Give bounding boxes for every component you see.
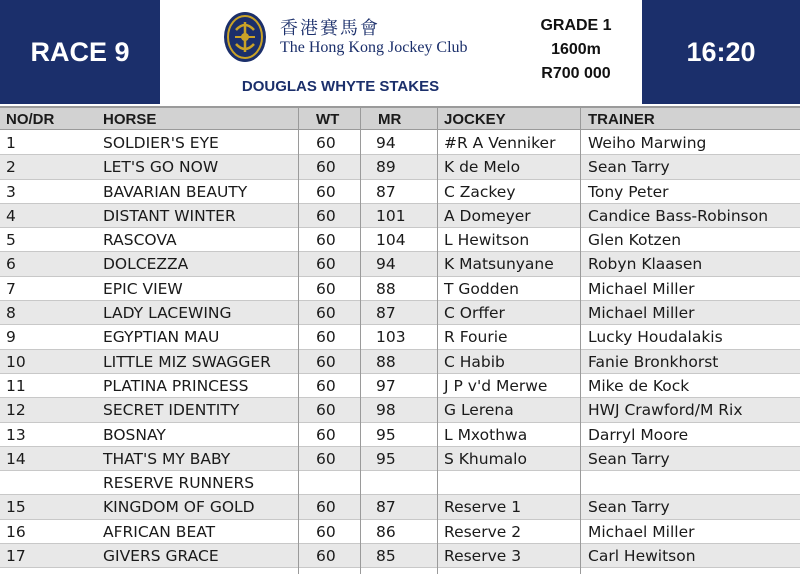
merit-rating: 87 bbox=[376, 498, 396, 517]
table-row bbox=[0, 423, 800, 447]
runner-number: 12 bbox=[6, 401, 26, 420]
table-row bbox=[0, 131, 800, 155]
trainer-name: Sean Tarry bbox=[588, 449, 670, 468]
runner-number: 5 bbox=[6, 231, 16, 250]
weight: 60 bbox=[316, 352, 336, 371]
horse-name: GIVERS GRACE bbox=[103, 547, 219, 566]
col-horse: HORSE bbox=[103, 111, 157, 128]
trainer-name: Sean Tarry bbox=[588, 158, 670, 177]
table-row bbox=[0, 301, 800, 325]
table-row bbox=[0, 252, 800, 276]
col-jockey: JOCKEY bbox=[444, 111, 506, 128]
table-row bbox=[0, 204, 800, 228]
jockey-name: C Zackey bbox=[444, 182, 516, 201]
horse-name: EGYPTIAN MAU bbox=[103, 328, 220, 347]
trainer-name: Glen Kotzen bbox=[588, 231, 682, 250]
jockey-name: L Mxothwa bbox=[444, 425, 528, 444]
merit-rating: 104 bbox=[376, 231, 406, 250]
merit-rating: 88 bbox=[376, 279, 396, 298]
jockey-name: K de Melo bbox=[444, 158, 521, 177]
merit-rating: 87 bbox=[376, 182, 396, 201]
horse-name: SECRET IDENTITY bbox=[103, 401, 240, 420]
table-row bbox=[0, 228, 800, 252]
trainer-name: Michael Miller bbox=[588, 522, 695, 541]
jockey-name: C Habib bbox=[444, 352, 505, 371]
race-title: DOUGLAS WHYTE STAKES bbox=[241, 78, 440, 95]
trainer-name: Darryl Moore bbox=[588, 425, 689, 444]
runner-number: 17 bbox=[6, 547, 26, 566]
horse-name: BAVARIAN BEAUTY bbox=[103, 182, 248, 201]
horse-name: EPIC VIEW bbox=[103, 279, 183, 298]
jockey-name: G Lerena bbox=[444, 401, 514, 420]
trainer-name: HWJ Crawford/M Rix bbox=[588, 401, 743, 420]
jockey-name: R Fourie bbox=[444, 328, 508, 347]
table-row bbox=[0, 447, 800, 471]
table-row bbox=[0, 155, 800, 179]
table-header bbox=[0, 106, 800, 130]
trainer-name: Sean Tarry bbox=[588, 498, 670, 517]
runner-number: 4 bbox=[6, 206, 16, 225]
jockey-name: T Godden bbox=[444, 279, 519, 298]
horse-name: RASCOVA bbox=[103, 231, 177, 250]
jockey-name: #R A Venniker bbox=[444, 134, 556, 152]
weight: 60 bbox=[316, 134, 336, 152]
weight: 60 bbox=[316, 328, 336, 347]
trainer-name: Candice Bass-Robinson bbox=[588, 206, 769, 225]
merit-rating: 95 bbox=[376, 449, 396, 468]
runner-number: 2 bbox=[6, 158, 16, 177]
weight: 60 bbox=[316, 547, 336, 566]
col-wt: WT bbox=[316, 111, 340, 128]
weight: 60 bbox=[316, 449, 336, 468]
trainer-name: Carl Hewitson bbox=[588, 547, 696, 566]
hkjc-crest-icon bbox=[222, 10, 268, 64]
weight: 60 bbox=[316, 279, 336, 298]
jockey-name: S Khumalo bbox=[444, 449, 527, 468]
race-grade: GRADE 1 bbox=[540, 17, 612, 34]
jockey-name: Reserve 1 bbox=[444, 498, 522, 517]
horse-name: LITTLE MIZ SWAGGER bbox=[103, 352, 271, 371]
horse-name: THAT'S MY BABY bbox=[103, 449, 231, 468]
jockey-name: A Domeyer bbox=[444, 206, 531, 225]
trainer-name: Michael Miller bbox=[588, 304, 695, 323]
runner-number: 1 bbox=[6, 134, 16, 152]
runners-table bbox=[0, 131, 800, 568]
sponsor-panel bbox=[160, 0, 642, 104]
horse-name: LADY LACEWING bbox=[103, 304, 232, 323]
runner-number: 7 bbox=[6, 279, 16, 298]
table-row bbox=[0, 325, 800, 349]
race-number-panel bbox=[0, 0, 160, 104]
merit-rating: 101 bbox=[376, 206, 406, 225]
race-distance: 1600m bbox=[551, 41, 601, 58]
merit-rating: 95 bbox=[376, 425, 396, 444]
runner-number: 14 bbox=[6, 449, 26, 468]
weight: 60 bbox=[316, 498, 336, 517]
weight: 60 bbox=[316, 182, 336, 201]
horse-name: RESERVE RUNNERS bbox=[103, 474, 255, 493]
horse-name: LET'S GO NOW bbox=[103, 158, 219, 177]
col-trainer: TRAINER bbox=[588, 111, 655, 128]
runner-number: 9 bbox=[6, 328, 16, 347]
merit-rating: 88 bbox=[376, 352, 396, 371]
table-row bbox=[0, 495, 800, 519]
jockey-name: Reserve 3 bbox=[444, 547, 522, 566]
race-time: 16:20 bbox=[686, 36, 756, 67]
race-number: RACE 9 bbox=[30, 36, 130, 67]
weight: 60 bbox=[316, 522, 336, 541]
runner-number: 16 bbox=[6, 522, 26, 541]
trainer-name: Michael Miller bbox=[588, 279, 695, 298]
weight: 60 bbox=[316, 376, 336, 395]
merit-rating: 87 bbox=[376, 304, 396, 323]
merit-rating: 86 bbox=[376, 522, 396, 541]
weight: 60 bbox=[316, 206, 336, 225]
jockey-name: Reserve 2 bbox=[444, 522, 522, 541]
horse-name: DISTANT WINTER bbox=[103, 206, 236, 225]
runner-number: 15 bbox=[6, 498, 26, 517]
sponsor-chinese-name: 香港賽馬會 bbox=[280, 18, 380, 39]
horse-name: DOLCEZZA bbox=[103, 255, 189, 274]
runner-number: 6 bbox=[6, 255, 16, 274]
race-stake: R700 000 bbox=[541, 65, 611, 82]
race-time-panel bbox=[642, 0, 800, 104]
merit-rating: 103 bbox=[376, 328, 406, 347]
weight: 60 bbox=[316, 304, 336, 323]
merit-rating: 85 bbox=[376, 547, 396, 566]
trainer-name: Fanie Bronkhorst bbox=[588, 352, 719, 371]
horse-name: SOLDIER'S EYE bbox=[103, 134, 219, 152]
merit-rating: 94 bbox=[376, 255, 396, 274]
horse-name: AFRICAN BEAT bbox=[103, 522, 216, 541]
table-row bbox=[0, 398, 800, 422]
runner-number: 13 bbox=[6, 425, 26, 444]
runner-number: 10 bbox=[6, 352, 26, 371]
trainer-name: Mike de Kock bbox=[588, 376, 690, 395]
weight: 60 bbox=[316, 255, 336, 274]
merit-rating: 94 bbox=[376, 134, 396, 152]
weight: 60 bbox=[316, 401, 336, 420]
jockey-name: L Hewitson bbox=[444, 231, 530, 250]
merit-rating: 98 bbox=[376, 401, 396, 420]
trainer-name: Robyn Klaasen bbox=[588, 255, 703, 274]
reserve-runners-heading-row bbox=[0, 471, 800, 495]
trainer-name: Weiho Marwing bbox=[588, 134, 707, 152]
table-row bbox=[0, 350, 800, 374]
weight: 60 bbox=[316, 158, 336, 177]
sponsor-english-name: The Hong Kong Jockey Club bbox=[280, 39, 468, 56]
race-details bbox=[522, 14, 630, 86]
col-no-dr: NO/DR bbox=[6, 111, 55, 128]
trainer-name: Lucky Houdalakis bbox=[588, 328, 723, 347]
runner-number: 8 bbox=[6, 304, 16, 323]
trainer-name: Tony Peter bbox=[588, 182, 669, 201]
weight: 60 bbox=[316, 231, 336, 250]
horse-name: KINGDOM OF GOLD bbox=[103, 498, 255, 517]
jockey-name: K Matsunyane bbox=[444, 255, 554, 274]
horse-name: PLATINA PRINCESS bbox=[103, 376, 249, 395]
jockey-name: J P v'd Merwe bbox=[444, 376, 548, 395]
weight: 60 bbox=[316, 425, 336, 444]
table-row bbox=[0, 544, 800, 568]
table-row bbox=[0, 374, 800, 398]
table-row bbox=[0, 520, 800, 544]
col-mr: MR bbox=[378, 111, 402, 128]
race-header bbox=[0, 0, 800, 104]
table-row bbox=[0, 180, 800, 204]
table-row bbox=[0, 277, 800, 301]
merit-rating: 89 bbox=[376, 158, 396, 177]
horse-name: BOSNAY bbox=[103, 425, 166, 444]
merit-rating: 97 bbox=[376, 376, 396, 395]
runner-number: 11 bbox=[6, 376, 26, 395]
runner-number: 3 bbox=[6, 182, 16, 201]
jockey-name: C Orffer bbox=[444, 304, 505, 323]
